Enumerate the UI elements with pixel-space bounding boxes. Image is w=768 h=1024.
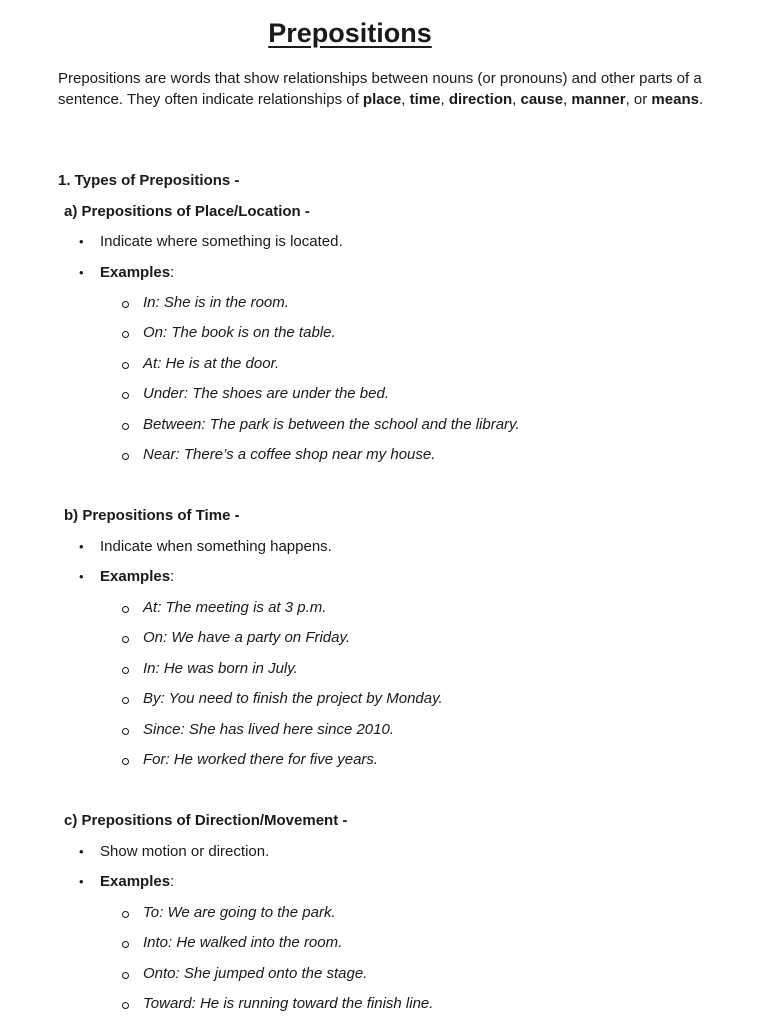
- example-keyword: Near: [143, 446, 176, 463]
- example-sentence: : The meeting is at 3 p.m.: [157, 599, 327, 616]
- bullet-description: • Indicate when something happens.: [100, 537, 332, 557]
- example-keyword: For: [143, 751, 166, 768]
- example-item: [143, 720, 394, 740]
- example-sentence: : You need to finish the project by Monday.: [160, 690, 443, 707]
- example-keyword: Into: [143, 934, 169, 951]
- example-sentence: : She jumped onto the stage.: [175, 965, 368, 982]
- intro-paragraph: Prepositions are words that show relationships between nouns (or pronouns) and other parts of a sentence. They often indicate relationships of place, time, direction, cause, manner, or means.: [58, 70, 704, 108]
- example-item: [143, 903, 336, 923]
- example-keyword: Since: [143, 721, 181, 738]
- example-sentence: : The shoes are under the bed.: [183, 385, 389, 402]
- example-keyword: At: [143, 599, 158, 616]
- example-item: [143, 445, 435, 465]
- example-sentence: : He is at the door.: [157, 355, 280, 372]
- example-item: [143, 750, 378, 770]
- example-sentence: : He walked into the room.: [168, 934, 343, 951]
- example-item: [143, 384, 389, 404]
- example-keyword: Between: [143, 416, 202, 433]
- example-sentence: : There’s a coffee shop near my house.: [175, 446, 436, 463]
- bullet-examples-label: • Examples:: [100, 567, 174, 587]
- example-sentence: : She has lived here since 2010.: [180, 721, 395, 738]
- example-item: [143, 628, 350, 648]
- bullet-examples-label: • Examples:: [100, 263, 174, 283]
- example-keyword: At: [143, 355, 158, 372]
- example-sentence: : The book is on the table.: [163, 324, 336, 341]
- example-sentence: : She is in the room.: [155, 294, 289, 311]
- example-keyword: To: [143, 904, 160, 921]
- example-item: [143, 293, 289, 313]
- example-item: [143, 964, 367, 984]
- example-sentence: : He is running toward the finish line.: [191, 995, 434, 1012]
- example-item: [143, 415, 520, 435]
- example-item: [143, 354, 279, 374]
- example-sentence: : He was born in July.: [155, 660, 298, 677]
- example-item: [143, 598, 326, 618]
- subsection-heading-direction: c) Prepositions of Direction/Movement -: [64, 812, 348, 829]
- example-keyword: Onto: [143, 965, 176, 982]
- subsection-heading-time: b) Prepositions of Time -: [64, 507, 240, 524]
- bullet-description: • Show motion or direction.: [100, 842, 269, 862]
- example-item: [143, 994, 433, 1014]
- example-keyword: On: [143, 629, 164, 646]
- page-title: Prepositions: [268, 18, 432, 48]
- example-keyword: On: [143, 324, 164, 341]
- example-item: [143, 933, 342, 953]
- example-item: [143, 659, 298, 679]
- example-keyword: In: [143, 660, 156, 677]
- example-keyword: Under: [143, 385, 184, 402]
- bullet-description: • Indicate where something is located.: [100, 232, 343, 252]
- example-sentence: : We have a party on Friday.: [163, 629, 351, 646]
- example-keyword: In: [143, 294, 156, 311]
- example-sentence: : He worked there for five years.: [165, 751, 379, 768]
- example-item: [143, 689, 443, 709]
- example-item: [143, 323, 336, 343]
- subsection-heading-place: a) Prepositions of Place/Location -: [64, 203, 310, 220]
- bullet-examples-label: • Examples:: [100, 872, 174, 892]
- example-keyword: Toward: [143, 995, 192, 1012]
- example-keyword: By: [143, 690, 161, 707]
- section-heading: 1. Types of Prepositions -: [58, 172, 240, 189]
- example-sentence: : The park is between the school and the library.: [201, 416, 520, 433]
- example-sentence: : We are going to the park.: [159, 904, 336, 921]
